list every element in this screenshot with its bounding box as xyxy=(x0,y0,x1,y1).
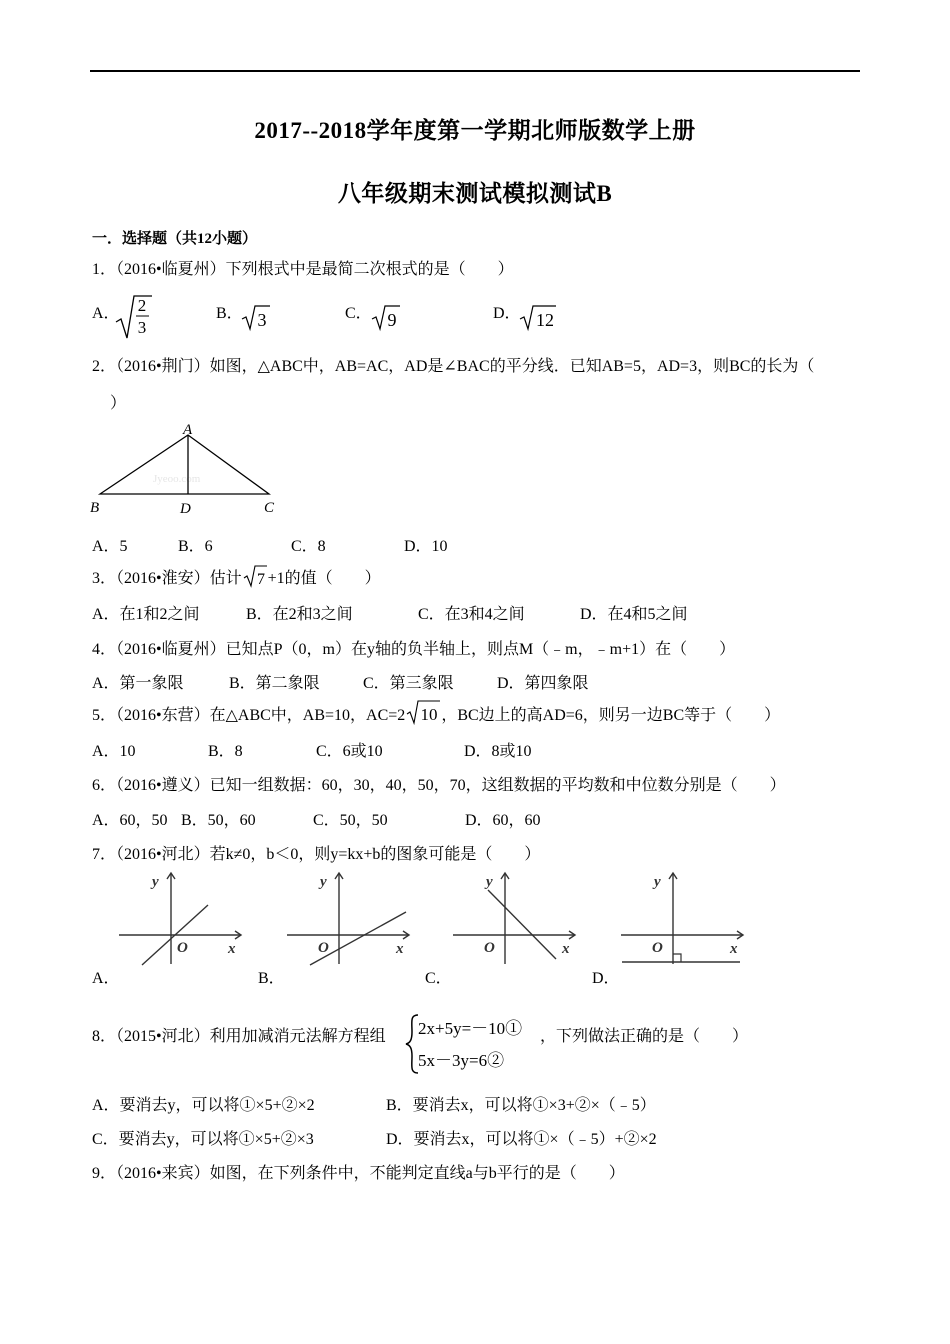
question-2-end: ） xyxy=(110,395,127,412)
radicand: 10 xyxy=(420,705,438,725)
stem-pre: 3．（2016•淮安）估计 xyxy=(92,570,242,587)
q3-option-a: A．在1和2之间 xyxy=(92,606,200,623)
option-label: B． xyxy=(216,305,243,322)
q7-option-d: D． xyxy=(592,970,620,987)
q5-option-b: B．8 xyxy=(208,743,243,760)
header-rule xyxy=(90,70,860,72)
q1-option-c xyxy=(345,304,372,324)
graph-a xyxy=(112,868,252,968)
q6-option-b: B．50，60 xyxy=(181,812,256,829)
q4-option-d: D．第四象限 xyxy=(497,675,589,692)
q1-option-c-radical xyxy=(370,302,404,332)
origin-label: O xyxy=(484,940,495,956)
q1-option-b-radical xyxy=(240,302,274,332)
stem-post: +1的值（ ） xyxy=(267,570,381,587)
q2-option-b: B．6 xyxy=(178,538,213,555)
page-title: 2017--2018学年度第一学期北师版数学上册 xyxy=(254,118,696,143)
y-label: y xyxy=(486,874,493,890)
label-b: B xyxy=(90,500,100,516)
q7-option-b: B． xyxy=(258,970,285,987)
graph-b xyxy=(280,868,420,968)
question-4: 4．（2016•临夏州）已知点P（0，m）在y轴的负半轴上，则点M（﹣m，﹣m+1）在（ ） xyxy=(92,641,736,658)
stem-post: ，BC边上的高AD=6，则另一边BC等于（ ） xyxy=(441,707,781,724)
option-label: A． xyxy=(92,305,120,322)
radicand: 3 xyxy=(257,310,267,330)
q7-option-a: A． xyxy=(92,970,120,987)
q1-option-d xyxy=(493,304,521,324)
q2-option-c: C．8 xyxy=(291,538,326,555)
equation-2: 5x－3y=6② xyxy=(418,1051,505,1070)
question-5 xyxy=(92,706,780,726)
label-d: D xyxy=(180,501,191,517)
q1-option-d-radical xyxy=(518,302,560,332)
stem-pre: 5．（2016•东营）在△ABC中，AB=10，AC=2 xyxy=(92,707,406,724)
radical-sign xyxy=(116,296,152,338)
section-heading: 一．选择题（共12小题） xyxy=(92,231,258,247)
q2-option-a: A．5 xyxy=(92,538,128,555)
q4-option-a: A．第一象限 xyxy=(92,675,184,692)
watermark: Jyeoo.com xyxy=(153,473,201,485)
q5-option-a: A．10 xyxy=(92,743,136,760)
label-a: A xyxy=(183,422,193,438)
graph-d xyxy=(614,868,754,968)
q5-option-c: C．6或10 xyxy=(316,743,383,760)
option-label: D． xyxy=(493,305,521,322)
q5-option-d: D．8或10 xyxy=(464,743,532,760)
q8-option-d: D．要消去x，可以将①×（﹣5）+②×2 xyxy=(386,1131,657,1148)
q6-option-c: C．50，50 xyxy=(313,812,388,829)
question-3 xyxy=(92,569,381,589)
q1-option-b xyxy=(216,304,243,324)
x-label: x xyxy=(228,941,236,957)
question-2: 2．（2016•荆门）如图，△ABC中，AB=AC，AD是∠BAC的平分线．已知AB=5，AD=3，则BC的长为（ xyxy=(92,358,815,375)
radicand: 7 xyxy=(256,571,265,589)
question-9: 9．（2016•来宾）如图，在下列条件中，不能判定直线a与b平行的是（ ） xyxy=(92,1165,625,1182)
question-7: 7．（2016•河北）若k≠0，b＜0，则y=kx+b的图象可能是（ ） xyxy=(92,846,541,863)
fraction-denominator: 3 xyxy=(137,318,147,337)
q8-option-a: A．要消去y，可以将①×5+②×2 xyxy=(92,1097,315,1114)
x-label: x xyxy=(562,941,570,957)
option-label: C． xyxy=(345,305,372,322)
origin-label: O xyxy=(318,940,329,956)
q3-option-c: C．在3和4之间 xyxy=(418,606,525,623)
question-8-pre: 8．（2015•河北）利用加减消元法解方程组 xyxy=(92,1028,386,1045)
label-c: C xyxy=(264,500,275,516)
q3-option-d: D．在4和5之间 xyxy=(580,606,688,623)
x-label: x xyxy=(396,941,404,957)
question-6: 6．（2016•遵义）已知一组数据：60，30，40，50，70，这组数据的平均数和中位数分别是（ ） xyxy=(92,777,786,794)
question-1: 1．（2016•临夏州）下列根式中是最简二次根式的是（ ） xyxy=(92,261,514,278)
origin-label: O xyxy=(652,940,663,956)
page-subtitle: 八年级期末测试模拟测试B xyxy=(337,181,613,206)
fraction-numerator: 2 xyxy=(137,296,147,315)
q8-option-b: B．要消去x，可以将①×3+②×（﹣5） xyxy=(386,1097,656,1114)
y-label: y xyxy=(152,874,159,890)
sqrt-10 xyxy=(405,698,441,726)
x-label: x xyxy=(730,941,738,957)
right-angle-mark xyxy=(673,954,681,962)
radicand: 9 xyxy=(387,310,397,330)
radicand: 12 xyxy=(536,310,554,330)
sqrt-7 xyxy=(242,563,268,589)
origin-label: O xyxy=(177,940,188,956)
q2-option-d: D．10 xyxy=(404,538,448,555)
q7-option-c: C． xyxy=(425,970,452,987)
question-8-post: ，下列做法正确的是（ ） xyxy=(540,1028,749,1045)
q1-option-a-radical xyxy=(112,292,156,342)
equation-1: 2x+5y=－10① xyxy=(418,1019,523,1038)
q4-option-b: B．第二象限 xyxy=(229,675,320,692)
q3-option-b: B．在2和3之间 xyxy=(246,606,353,623)
triangle-figure xyxy=(88,420,288,520)
function-line xyxy=(488,890,556,959)
function-line xyxy=(310,912,406,965)
q6-option-d: D．60，60 xyxy=(465,812,541,829)
q4-option-c: C．第三象限 xyxy=(363,675,454,692)
triangle-abc xyxy=(100,435,269,494)
y-label: y xyxy=(654,874,661,890)
graph-c xyxy=(446,868,586,968)
q6-option-a: A．60，50 xyxy=(92,812,168,829)
y-label: y xyxy=(320,874,327,890)
q8-option-c: C．要消去y，可以将①×5+②×3 xyxy=(92,1131,314,1148)
